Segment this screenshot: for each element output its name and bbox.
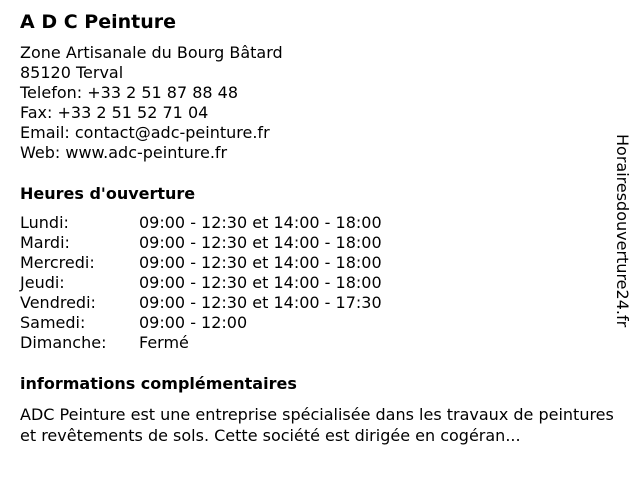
hours-row-wednesday xyxy=(20,253,440,273)
day-label: Lundi: xyxy=(20,213,69,232)
hours-row-tuesday xyxy=(20,233,440,253)
hours-row-monday xyxy=(20,213,440,233)
opening-hours-table xyxy=(20,213,440,353)
hours-row-thursday xyxy=(20,273,440,293)
day-hours: 09:00 - 12:30 et 14:00 - 18:00 xyxy=(139,273,382,292)
business-name: A D C Peinture xyxy=(20,11,176,33)
day-hours: 09:00 - 12:30 et 14:00 - 18:00 xyxy=(139,253,382,272)
address-city: 85120 Terval xyxy=(20,63,124,82)
day-hours: Fermé xyxy=(139,333,189,352)
contact-block xyxy=(20,43,283,163)
hours-row-sunday xyxy=(20,333,440,353)
day-label: Mercredi: xyxy=(20,253,95,272)
fax-number: Fax: +33 2 51 52 71 04 xyxy=(20,103,209,122)
opening-hours-heading: Heures d'ouverture xyxy=(20,184,196,203)
address-street: Zone Artisanale du Bourg Bâtard xyxy=(20,43,283,62)
day-hours: 09:00 - 12:30 et 14:00 - 17:30 xyxy=(139,293,382,312)
day-hours: 09:00 - 12:00 xyxy=(139,313,248,332)
day-hours: 09:00 - 12:30 et 14:00 - 18:00 xyxy=(139,213,382,232)
additional-info-heading: informations complémentaires xyxy=(20,374,297,393)
day-hours: 09:00 - 12:30 et 14:00 - 18:00 xyxy=(139,233,382,252)
day-label: Mardi: xyxy=(20,233,70,252)
email-address: Email: contact@adc-peinture.fr xyxy=(20,123,270,142)
day-label: Dimanche: xyxy=(20,333,107,352)
phone-number: Telefon: +33 2 51 87 88 48 xyxy=(20,83,239,102)
hours-row-saturday xyxy=(20,313,440,333)
hours-row-friday xyxy=(20,293,440,313)
day-label: Samedi: xyxy=(20,313,86,332)
day-label: Vendredi: xyxy=(20,293,96,312)
business-description: ADC Peinture est une entreprise spécialisée dans les travaux de peintures et revêtements de sols. Cette société est dirigée en cogéran... xyxy=(20,405,614,445)
website: Web: www.adc-peinture.fr xyxy=(20,143,228,162)
watermark-text: Horairesdouverture24.fr xyxy=(613,134,632,328)
day-label: Jeudi: xyxy=(20,273,65,292)
